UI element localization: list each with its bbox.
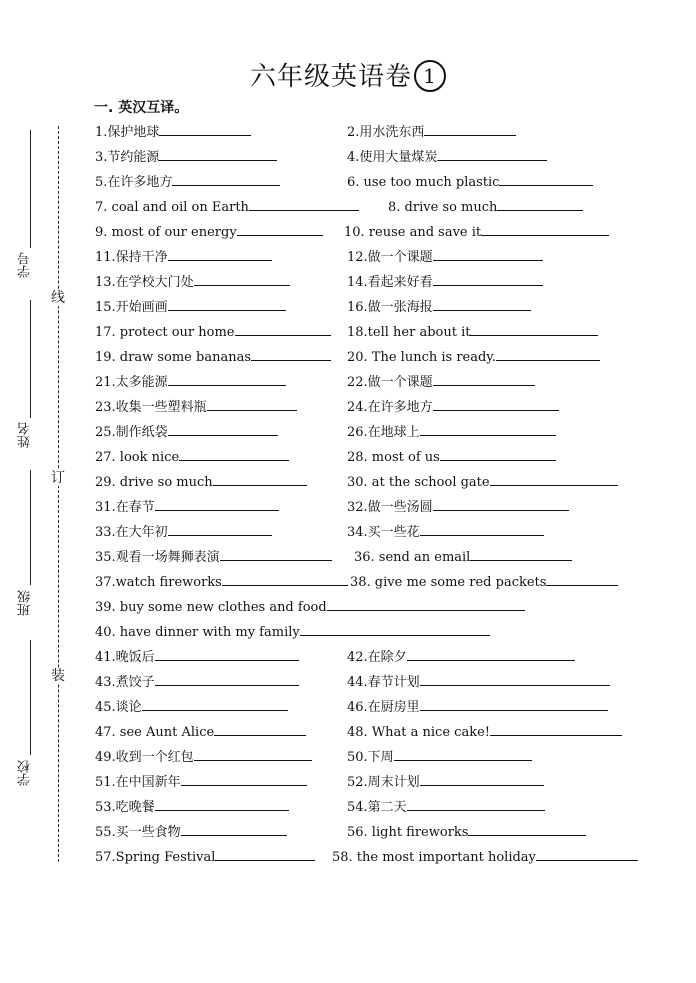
title-circled-number: 1 xyxy=(414,60,446,92)
answer-blank[interactable] xyxy=(155,797,289,811)
exercise-item-left xyxy=(95,372,286,392)
exercise-item-right xyxy=(347,147,547,167)
exercise-item-left xyxy=(95,597,525,617)
exercise-item-right xyxy=(347,522,544,542)
exercise-prompt: 31.在春节 xyxy=(95,500,155,515)
answer-blank[interactable] xyxy=(497,197,583,211)
exercise-prompt: 50.下周 xyxy=(347,750,394,765)
exercise-prompt: 8. drive so much xyxy=(388,200,498,215)
exercise-prompt: 20. The lunch is ready. xyxy=(347,350,497,365)
banji-write-line xyxy=(30,470,31,585)
answer-blank[interactable] xyxy=(470,322,598,336)
exercise-prompt: 38. give me some red packets xyxy=(350,575,547,590)
exercise-prompt: 45.谈论 xyxy=(95,700,142,715)
exercise-prompt: 12.做一个课题 xyxy=(347,250,433,265)
exercise-item-right xyxy=(347,797,545,817)
exercise-prompt: 18.tell her about it xyxy=(347,325,471,340)
exercise-item-left xyxy=(95,322,331,342)
answer-blank[interactable] xyxy=(433,272,543,286)
answer-blank[interactable] xyxy=(213,472,307,486)
exercise-prompt: 26.在地球上 xyxy=(347,425,420,440)
exercise-prompt: 1.保护地球 xyxy=(95,125,160,140)
exercise-prompt: 48. What a nice cake! xyxy=(347,725,490,740)
exercise-item-right xyxy=(347,822,586,842)
exercise-prompt: 16.做一张海报 xyxy=(347,300,433,315)
exercise-prompt: 15.开始画画 xyxy=(95,300,168,315)
exercise-prompt: 9. most of our energy xyxy=(95,225,237,240)
answer-blank[interactable] xyxy=(215,847,315,861)
exercise-item-right xyxy=(347,322,598,342)
exercise-prompt: 4.使用大量煤炭 xyxy=(347,150,438,165)
exercise-item-right xyxy=(347,272,543,292)
exercise-item-right xyxy=(347,497,569,517)
answer-blank[interactable] xyxy=(300,622,490,636)
exercise-prompt: 11.保持干净 xyxy=(95,250,168,265)
answer-blank[interactable] xyxy=(490,722,622,736)
exercise-item-left xyxy=(95,472,307,492)
exercise-item-right xyxy=(344,222,609,242)
exercise-prompt: 25.制作纸袋 xyxy=(95,425,168,440)
exercise-item-left xyxy=(95,122,251,142)
exercise-item-left xyxy=(95,147,277,167)
exercise-prompt: 6. use too much plastic xyxy=(347,175,500,190)
exercise-item-left xyxy=(95,272,290,292)
exercise-prompt: 47. see Aunt Alice xyxy=(95,725,215,740)
exercise-item-right xyxy=(347,722,622,742)
exercise-item-left xyxy=(95,347,331,367)
answer-blank[interactable] xyxy=(420,697,608,711)
exercise-item-left xyxy=(95,622,490,642)
exercise-prompt: 55.买一些食物 xyxy=(95,825,181,840)
answer-blank[interactable] xyxy=(159,122,251,136)
answer-blank[interactable] xyxy=(440,447,556,461)
answer-blank[interactable] xyxy=(168,372,286,386)
exercise-item-left xyxy=(95,197,359,217)
answer-blank[interactable] xyxy=(433,372,535,386)
answer-blank[interactable] xyxy=(214,722,306,736)
answer-blank[interactable] xyxy=(470,547,572,561)
exercise-item-right xyxy=(347,172,593,192)
exercise-item-left xyxy=(95,447,289,467)
exercise-item-right xyxy=(347,397,559,417)
xuehao-write-line xyxy=(30,130,31,248)
exercise-item-right xyxy=(347,647,575,667)
answer-blank[interactable] xyxy=(407,647,575,661)
answer-blank[interactable] xyxy=(220,547,332,561)
exercise-prompt: 24.在许多地方 xyxy=(347,400,433,415)
exercise-prompt: 23.收集一些塑料瓶 xyxy=(95,400,207,415)
answer-blank[interactable] xyxy=(468,822,586,836)
exercise-item-right xyxy=(347,447,556,467)
exercise-item-left xyxy=(95,397,297,417)
exercise-item-left xyxy=(95,247,272,267)
exercise-prompt: 21.太多能源 xyxy=(95,375,168,390)
exercise-item-right xyxy=(347,372,535,392)
answer-blank[interactable] xyxy=(142,697,288,711)
exercise-item-left xyxy=(95,572,348,592)
answer-blank[interactable] xyxy=(155,672,299,686)
answer-blank[interactable] xyxy=(481,222,609,236)
exercise-item-left xyxy=(95,772,307,792)
side-label-xingming: 姓名 xyxy=(18,422,33,448)
binding-word-xian: 线 xyxy=(51,290,65,306)
binding-word-ding: 订 xyxy=(51,470,65,486)
exercise-prompt: 34.买一些花 xyxy=(347,525,420,540)
exercise-item-right xyxy=(347,247,543,267)
exercise-item-left xyxy=(95,847,315,867)
exercise-prompt: 28. most of us xyxy=(347,450,440,465)
answer-blank[interactable] xyxy=(251,347,331,361)
exercise-item-right xyxy=(347,672,610,692)
answer-blank[interactable] xyxy=(433,297,531,311)
answer-blank[interactable] xyxy=(179,447,289,461)
exercise-prompt: 10. reuse and save it xyxy=(344,225,482,240)
exercise-item-right xyxy=(347,422,556,442)
exercise-prompt: 43.煮饺子 xyxy=(95,675,155,690)
answer-blank[interactable] xyxy=(420,522,544,536)
exercise-prompt: 13.在学校大门处 xyxy=(95,275,194,290)
answer-blank[interactable] xyxy=(424,122,516,136)
exercise-prompt: 2.用水洗东西 xyxy=(347,125,425,140)
exercise-prompt: 39. buy some new clothes and food xyxy=(95,600,327,615)
exercise-item-left xyxy=(95,797,289,817)
exercise-prompt: 29. drive so much xyxy=(95,475,213,490)
exercise-prompt: 40. have dinner with my family xyxy=(95,625,300,640)
answer-blank[interactable] xyxy=(155,497,279,511)
exercise-prompt: 36. send an email xyxy=(354,550,471,565)
answer-blank[interactable] xyxy=(546,572,618,586)
exercise-prompt: 44.春节计划 xyxy=(347,675,420,690)
answer-blank[interactable] xyxy=(168,522,272,536)
exercise-prompt: 58. the most important holiday xyxy=(332,850,536,865)
answer-blank[interactable] xyxy=(433,497,569,511)
exercise-item-left xyxy=(95,722,306,742)
exercise-prompt: 49.收到一个红包 xyxy=(95,750,194,765)
exercise-prompt: 37.watch fireworks xyxy=(95,575,222,590)
exercise-item-right xyxy=(350,572,618,592)
exercise-item-right xyxy=(347,697,608,717)
exercise-item-left xyxy=(95,647,299,667)
answer-blank[interactable] xyxy=(194,272,290,286)
exercise-prompt: 35.观看一场舞狮表演 xyxy=(95,550,220,565)
answer-blank[interactable] xyxy=(249,197,359,211)
binding-word-zhuang: 装 xyxy=(51,668,65,684)
exercise-prompt: 14.看起来好看 xyxy=(347,275,433,290)
answer-blank[interactable] xyxy=(420,772,544,786)
answer-blank[interactable] xyxy=(168,247,272,261)
exercise-item-right xyxy=(347,347,600,367)
answer-blank[interactable] xyxy=(407,797,545,811)
exercise-item-left xyxy=(95,822,287,842)
answer-blank[interactable] xyxy=(394,747,532,761)
xuexiao-write-line xyxy=(30,640,31,755)
answer-blank[interactable] xyxy=(536,847,638,861)
exercise-item-left xyxy=(95,422,278,442)
exercise-item-left xyxy=(95,522,272,542)
exercise-prompt: 42.在除夕 xyxy=(347,650,407,665)
page-title xyxy=(0,56,696,93)
answer-blank[interactable] xyxy=(168,422,278,436)
side-label-xuehao: 学号 xyxy=(18,252,33,278)
exercise-item-right xyxy=(332,847,638,867)
exercise-prompt: 51.在中国新年 xyxy=(95,775,181,790)
exercise-item-left xyxy=(95,547,332,567)
exercise-prompt: 27. look nice xyxy=(95,450,180,465)
exercise-prompt: 56. light fireworks xyxy=(347,825,469,840)
exercise-prompt: 19. draw some bananas xyxy=(95,350,251,365)
answer-blank[interactable] xyxy=(207,397,297,411)
exercise-item-right xyxy=(347,122,516,142)
answer-blank[interactable] xyxy=(490,472,618,486)
exercise-item-left xyxy=(95,497,279,517)
answer-blank[interactable] xyxy=(433,397,559,411)
exercise-item-left xyxy=(95,697,288,717)
exercise-item-right xyxy=(347,472,618,492)
exercise-item-left xyxy=(95,172,280,192)
side-label-banji: 班级 xyxy=(18,590,33,616)
answer-blank[interactable] xyxy=(155,647,299,661)
exercise-prompt: 53.吃晚餐 xyxy=(95,800,155,815)
exercise-prompt: 52.周末计划 xyxy=(347,775,420,790)
exercise-item-right xyxy=(347,772,544,792)
answer-blank[interactable] xyxy=(437,147,547,161)
exercise-prompt: 22.做一个课题 xyxy=(347,375,433,390)
exercise-prompt: 7. coal and oil on Earth xyxy=(95,200,249,215)
answer-blank[interactable] xyxy=(433,247,543,261)
answer-blank[interactable] xyxy=(159,147,277,161)
side-label-xuexiao: 学校 xyxy=(18,760,33,786)
exercise-prompt: 32.做一些汤圆 xyxy=(347,500,433,515)
exercise-item-right xyxy=(354,547,572,567)
exercise-item-left xyxy=(95,222,323,242)
answer-blank[interactable] xyxy=(181,772,307,786)
answer-blank[interactable] xyxy=(194,747,312,761)
exercise-prompt: 17. protect our home xyxy=(95,325,235,340)
answer-blank[interactable] xyxy=(420,672,610,686)
exercise-prompt: 46.在厨房里 xyxy=(347,700,420,715)
binding-dashed-line xyxy=(58,126,59,862)
answer-blank[interactable] xyxy=(499,172,593,186)
answer-blank[interactable] xyxy=(172,172,280,186)
answer-blank[interactable] xyxy=(237,222,323,236)
exercise-item-right xyxy=(347,297,531,317)
exercise-item-right xyxy=(347,747,532,767)
answer-blank[interactable] xyxy=(420,422,556,436)
answer-blank[interactable] xyxy=(222,572,348,586)
exercise-prompt: 5.在许多地方 xyxy=(95,175,173,190)
exercise-prompt: 54.第二天 xyxy=(347,800,407,815)
answer-blank[interactable] xyxy=(496,347,600,361)
answer-blank[interactable] xyxy=(168,297,286,311)
exercise-prompt: 57.Spring Festival xyxy=(95,850,216,865)
answer-blank[interactable] xyxy=(181,822,287,836)
exercise-item-left xyxy=(95,672,299,692)
title-text: 六年级英语卷 xyxy=(249,62,412,92)
section-heading: 一. 英汉互译。 xyxy=(94,100,189,116)
exercise-prompt: 3.节约能源 xyxy=(95,150,160,165)
exercise-item-right xyxy=(388,197,583,217)
xingming-write-line xyxy=(30,300,31,418)
exercise-item-left xyxy=(95,297,286,317)
answer-blank[interactable] xyxy=(235,322,331,336)
answer-blank[interactable] xyxy=(327,597,525,611)
exercise-prompt: 33.在大年初 xyxy=(95,525,168,540)
exercise-item-left xyxy=(95,747,312,767)
exercise-prompt: 41.晚饭后 xyxy=(95,650,155,665)
exercise-prompt: 30. at the school gate xyxy=(347,475,490,490)
